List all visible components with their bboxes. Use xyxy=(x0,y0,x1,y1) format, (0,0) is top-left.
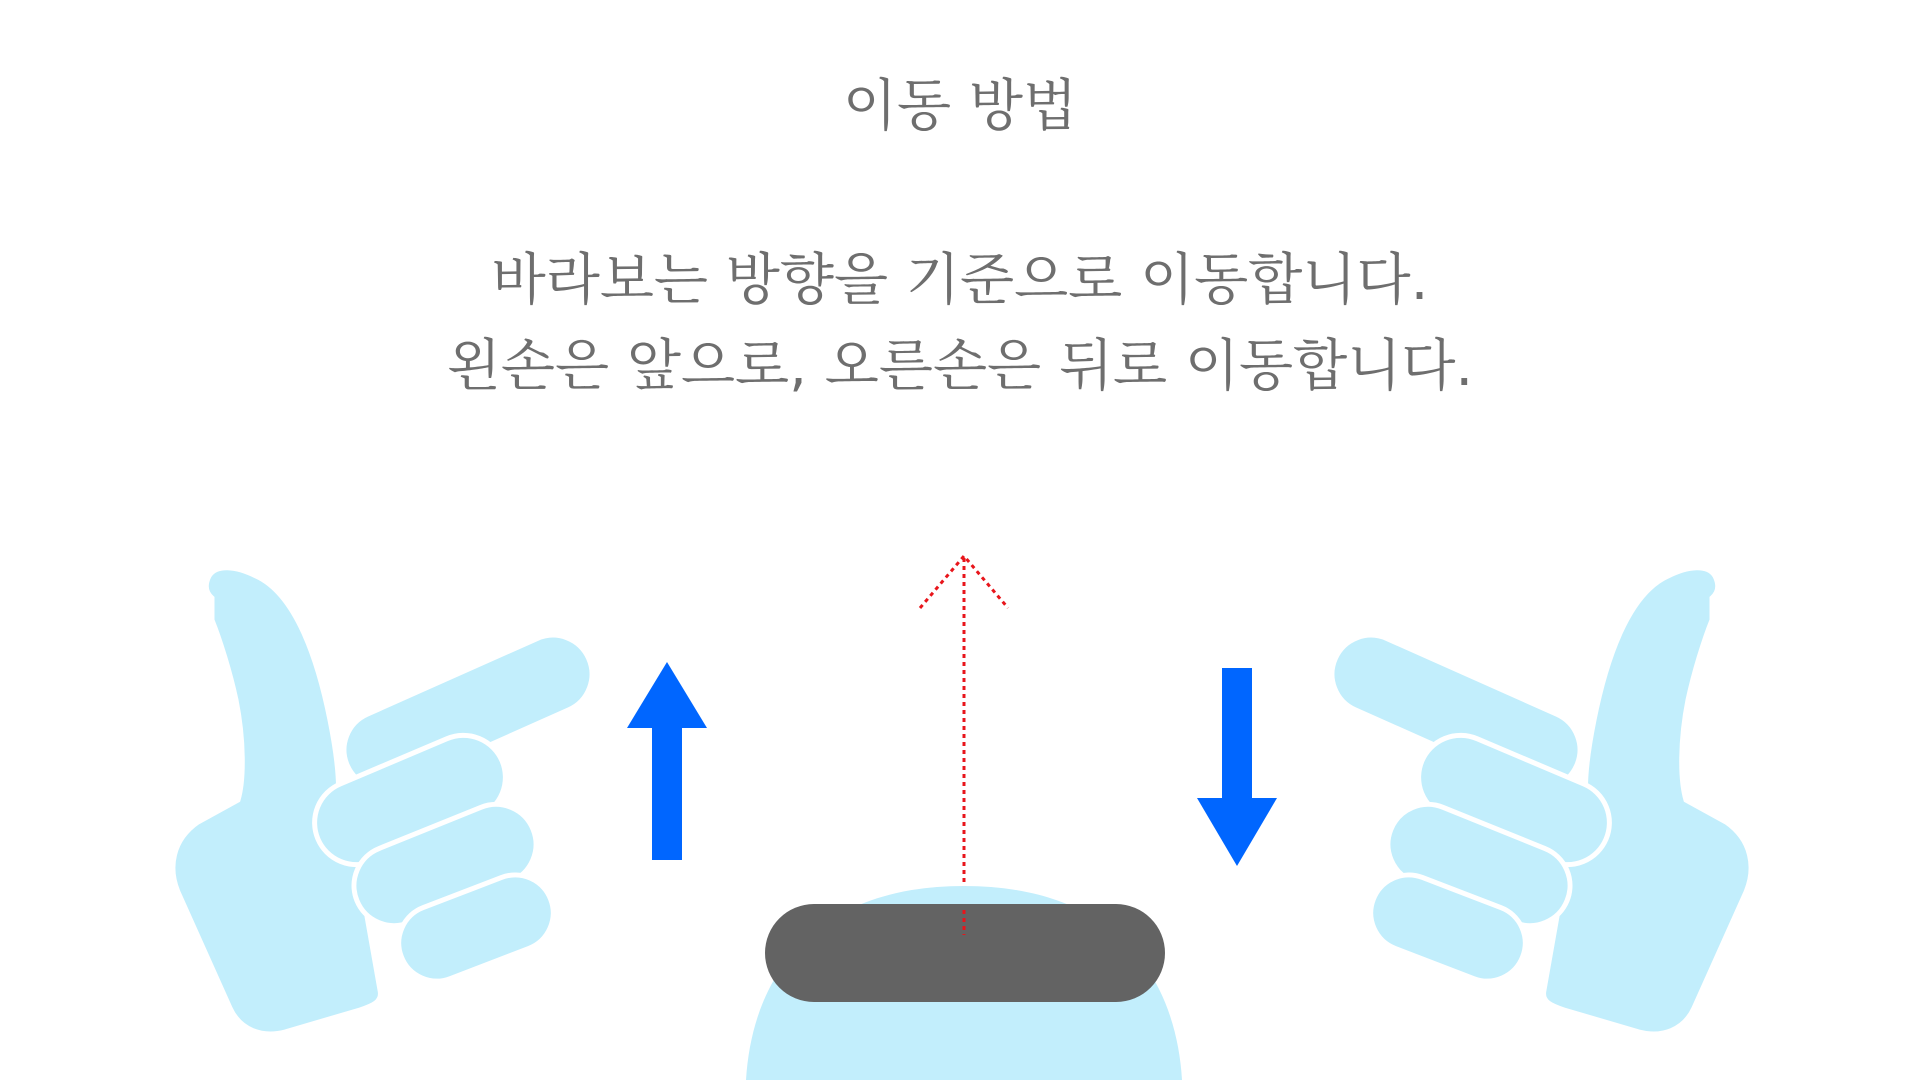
arrow-up-icon xyxy=(627,662,707,860)
page-title: 이동 방법 xyxy=(842,74,1078,139)
instruction-line-1: 바라보는 방향을 기준으로 이동합니다. xyxy=(491,248,1429,313)
left-hand-icon xyxy=(173,568,604,1034)
head-with-vr-headset-icon xyxy=(746,886,1182,1080)
arrow-down-icon xyxy=(1197,668,1277,866)
instruction-text xyxy=(0,238,1920,410)
right-hand-icon xyxy=(1320,568,1751,1034)
dotted-arrow-up-icon xyxy=(920,556,1008,935)
instruction-line-2: 왼손은 앞으로, 오른손은 뒤로 이동합니다. xyxy=(446,334,1474,399)
